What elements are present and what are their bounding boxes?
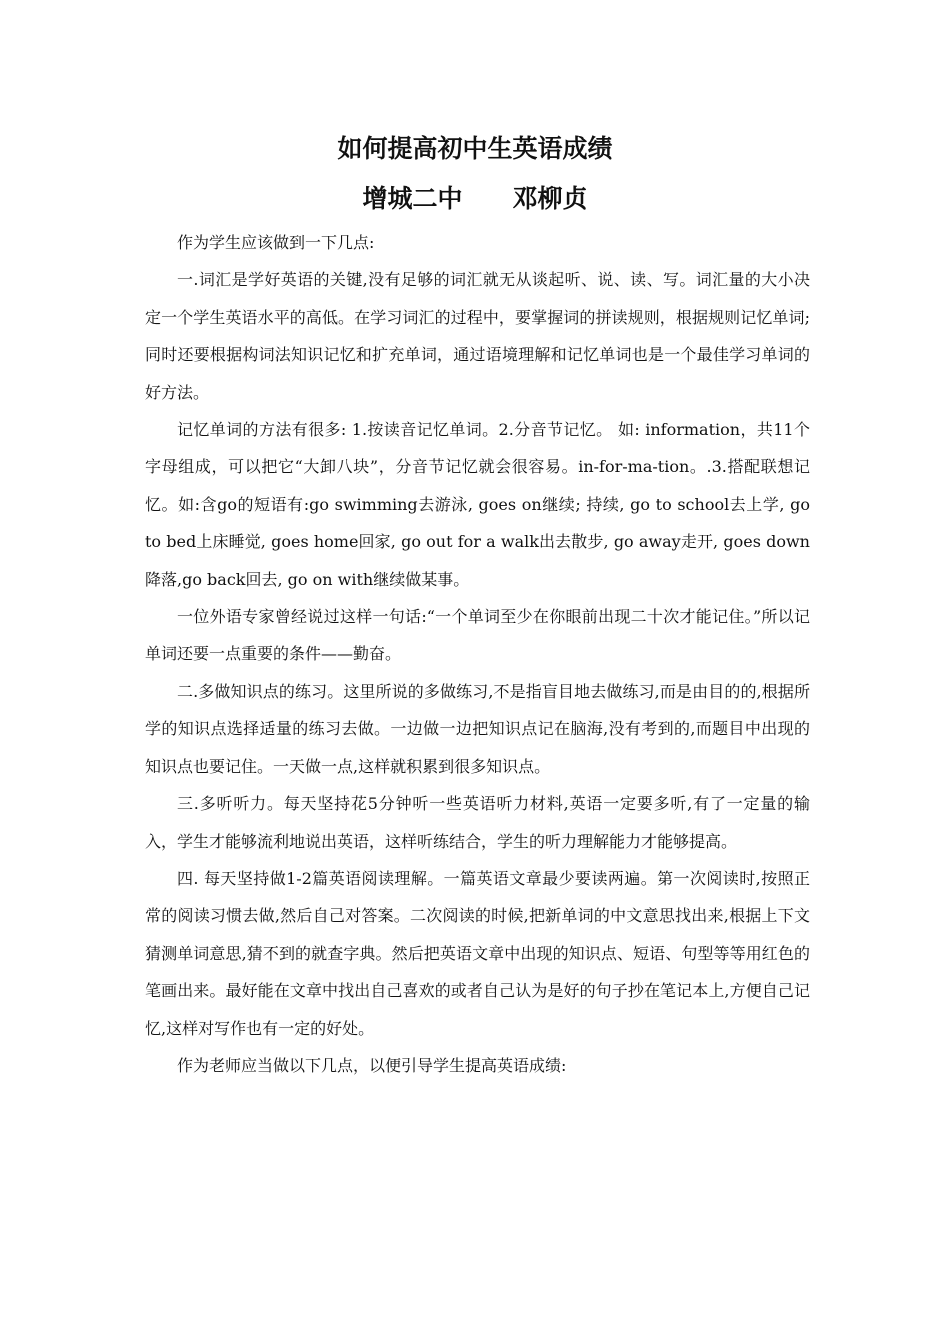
paragraph-practice: 二.多做知识点的练习。这里所说的多做练习,不是指盲目地去做练习,而是由目的的,根据所学的知识点选择适量的练习去做。一边做一边把知识点记在脑海,没有考到的,而题目中出现的知识点也要记住。一天做一点,这样就积累到很多知识点。 [145,681,810,776]
paragraph-reading: 四. 每天坚持做1-2篇英语阅读理解。一篇英语文章最少要读两遍。第一次阅读时,按照正常的阅读习惯去做,然后自己对答案。二次阅读的时候,把新单词的中文意思找出来,根据上下文猜测单词意思,猜不到的就查字典。然后把英语文章中出现的知识点、短语、句型等等用红色的笔画出来。最好能在文章中找出自己喜欢的或者自己认为是好的句子抄在笔记本上,方便自己记忆,这样对写作也有一定的好处。 [145,868,810,1038]
paragraph-vocabulary: 一.词汇是学好英语的关键,没有足够的词汇就无从谈起听、说、读、写。词汇量的大小决定一个学生英语水平的高低。在学习词汇的过程中，要掌握词的拼读规则，根据规则记忆单词; 同时还要根据构词法知识记忆和扩充单词，通过语境理解和记忆单词也是一个最佳学习单词的好方法。 [145,270,810,402]
paragraph-intro: 作为学生应该做到一下几点: [177,233,375,252]
document-title: 如何提高初中生英语成绩 [337,134,613,163]
author-line [0,183,950,215]
document-body [145,224,810,1084]
paragraph-listening: 三.多听听力。每天坚持花5分钟听一些英语听力材料,英语一定要多听,有了一定量的输入，学生才能够流利地说出英语，这样听练结合，学生的听力理解能力才能够提高。 [145,794,810,851]
author-school: 增城二中 [362,184,463,213]
author-name: 邓柳贞 [512,184,588,213]
paragraph-teacher-intro: 作为老师应当做以下几点，以便引导学生提高英语成绩: [177,1055,567,1075]
paragraph-memory-methods: 记忆单词的方法有很多: 1.按读音记忆单词。2.分音节记忆。 如: information，共11个字母组成，可以把它“大卸八块”，分音节记忆就会很容易。in-for-ma-tion。.3.搭配联想记忆。如:含go的短语有:go swimming去游泳, goes on继续; 持续, go to school去上学, go to bed上床睡觉, goes home回家, go out for a walk出去散步, go away走开, goes down降落,go back回去, go on with继续做某事。 [145,420,810,589]
paragraph-expert-quote: 一位外语专家曾经说过这样一句话:“一个单词至少在你眼前出现二十次才能记住。”所以记单词还要一点重要的条件——勤奋。 [145,607,810,664]
